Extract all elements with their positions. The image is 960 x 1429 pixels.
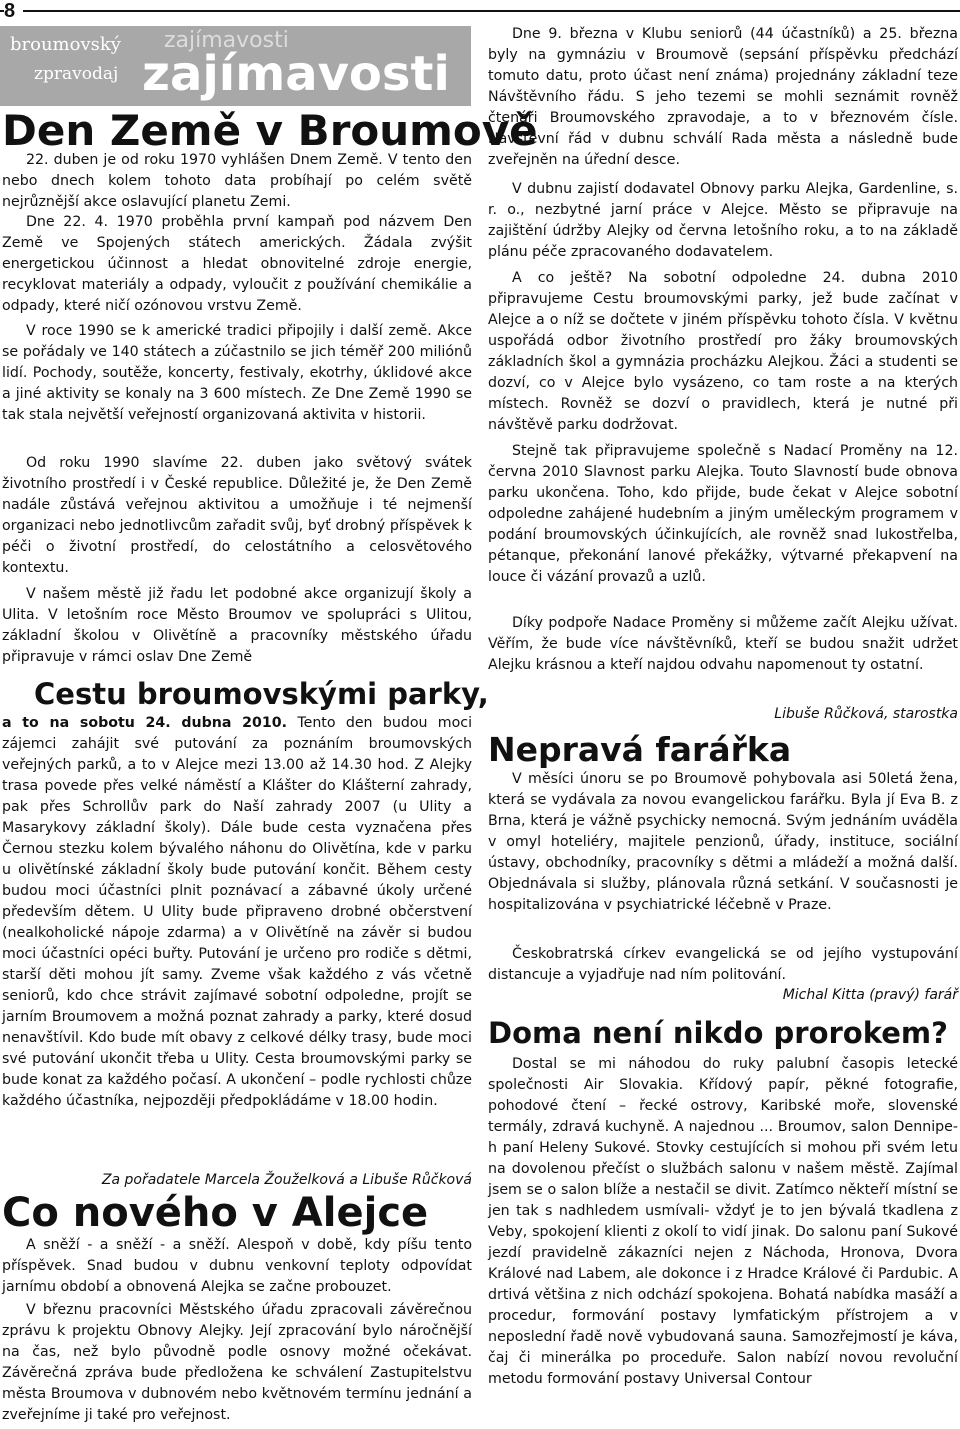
article1-p1: 22. duben je od roku 1970 vyhlášen Dnem Země. V tento den nebo dnech kolem tohoto data probíhají po celém světě nejrůznější akce oslavující planetu Zemi. (2, 152, 472, 210)
article1-p6 (2, 713, 472, 1112)
section-banner (0, 26, 471, 106)
article-title-co-noveho: Co nového v Alejce (2, 1190, 429, 1236)
article2-p3: Dne 9. března v Klubu seniorů (44 účastníků) a 25. března byly na gymnáziu v Broumově (sepsání příspěvku předchází tomuto datu, proto účast není známa) projednány základní teze Návštěvního řádu. S jeho tezemi se mohli seznámit rovněž čtenáři Broumovského zpravodaje, a to v březnovém čísle. Návštěvní řád v dubnu schválí Rada města a následně bude zveřejněn na úřední desce. (488, 26, 958, 168)
article1-p6-date: a to na sobotu 24. dubna 2010. (2, 715, 288, 731)
article-title-neprava-fararka: Nepravá farářka (488, 730, 792, 769)
article2-p7: Díky podpoře Nadace Proměny si můžeme začít Alejku užívat. Věřím, že bude více návštěvníků, kteří se budou snažit udržet Alejku krásnou a kteří najdou odvahu napomenout ty ostatní. (488, 615, 958, 673)
brand-line2: zpravodaj (34, 64, 119, 84)
article2-p5: A co ještě? Na sobotní odpoledne 24. dubna 2010 připravujeme Cestu broumovskými parky, jež bude začínat v Alejce a o níž se dočtete v jiném příspěvku tohoto čísla. V květnu uspořádá odbor životního prostředí pro žáky broumovských základních škol a gymnázia procházku Alejkou. Žáci a studenti se dozví, co v Alejce bylo vysázeno, co tam roste a na kterých místech. Rovněž se dozví o pravidlech, která je nutné při návštěvě parku dodržovat. (488, 270, 958, 433)
article2-p1: A sněží - a sněží - a sněží. Alespoň v době, kdy píšu tento příspěvek. Snad budou v dubnu venkovní teploty odpovídat jarnímu období a obnovená Alejka se začne probouzet. (2, 1237, 472, 1295)
article-title-den-zeme: Den Země v Broumově (2, 106, 538, 155)
article2-p2: V březnu pracovníci Městského úřadu zpracovali závěrečnou zprávu k projektu Obnovy Alejky. Její zpracování bylo náročnější na čas, než bylo původně podle osnovy možné očekávat. Závěrečná zpráva bude předložena ke schválení Zastupitelstvu města Broumova v dubnovém nebo květnovém termínu jednání a zveřejníme ji také pro veřejnost. (2, 1302, 472, 1423)
brand-line1: broumovský (10, 34, 121, 55)
article1-p5: V našem městě již řadu let podobné akce organizují školy a Ulita. V letošním roce Město Broumov ve spolupráci s Ulitou, základní školou v Olivětíně a pracovníky městského úřadu připravuje v rámci oslav Dne Země (2, 586, 472, 665)
article1-p3: V roce 1990 se k americké tradici připojily i další země. Akce se pořádaly ve 140 státech a zúčastnilo se jich téměř 200 miliónů lidí. Pochody, soutěže, koncerty, festivaly, ekotrhy, úklidové akce a jiné aktivity se konaly na 3 600 místech. Ze Dne Země 1990 se tak stala největší veřejností organizovaná aktivita v historii. (2, 323, 472, 423)
article2-p4: V dubnu zajistí dodavatel Obnovy parku Alejka, Gardenline, s. r. o., nezbytné jarní práce v Alejce. Město se připravuje na zajištění údržby Alejky od června letošního roku, a to na základě plánu péče zpracovaného dodavatelem. (488, 181, 958, 260)
article1-signature: Za pořadatele Marcela Žouželková a Libuše Růčková (101, 1172, 472, 1188)
page-number: 8 (4, 0, 23, 22)
article-title-doma-neni: Doma není nikdo prorokem? (488, 1016, 948, 1050)
article4-p1: Dostal se mi náhodou do ruky palubní časopis letecké společnosti Air Slovakia. Křídový papír, pěkné fotografie, pohodové čtení – řecké ostrovy, Karibské moře, slovenské termály, zdravá kuchyně. A najednou ... Broumov, salon Dennipe-h paní Heleny Sukové. Stovky cestujících si mohou při svém letu na dovolenou přečíst o službách salonu v našem městě. Zajímal jsem se o salon blíže a nestačil se divit. Zatímco někteří místní se jen tak s nadhledem usmívali- vždyť je to jen bývalá tkadlena z Veby, spokojení klienti z okolí to vidí jinak. Do salonu paní Sukové jezdí pravidelně zákazníci nejen z Náchoda, Hronova, Dvora Králové nad Labem, ale dokonce i z Hradce Králové či Pardubic. A drtivá většina z nich odchází spokojena. Bohatá nabídka masáží a procedur, formování postavy lymfatickým přístrojem a v neposlední řadě nově vybudovaná sauna. Samozřejmostí je káva, čaj či minerálka po proceduře. Salon nabízí novou revoluční metodu formování postavy Universal Contour (488, 1056, 958, 1387)
article2-signature: Libuše Růčková, starostka (774, 706, 958, 722)
article1-p6-text: Tento den budou moci zájemci zahájit své putování za poznáním broumovských veřejných parků, a to v Alejce mezi 13.00 až 14.30 hod. Z Alejky trasa povede přes velké náměstí a Klášter do Klášterní zahrady, pak přes Schrollův park do Naší zahrady 2007 (u Ulity a Masarykovy základní školy). Dále bude cesta vyznačena přes Černou stezku kolem bývalého náhonu do Olivětína, kde v parku u olivětínské základní školy bude putování končit. Během cesty budou moci účastníci plnit poznávací a zábavné úkoly určené především dětem. U Ulity bude připraveno drobné občerstvení (nealkoholické nápoje zdarma) a v Olivětíně na závěr si budou moci účastníci opéci buřty. Putování je určeno pro rodiče s dětmi, starší děti mohou jít samy. Zveme však každého z vás včetně seniorů, kdo chce strávit zajímavé sobotní odpoledne, projít se jarním Broumovem a možná poznat zahrady a parky, které dosud nenavštívil. Kdo bude mít obavy z celkové délky trasy, bude moci své putování ukončit třeba u Ulity. Cesta broumovskými parky se bude konat za každého počasí. A ukončení – podle rychlosti chůze každého účastníka, nejpozději předpokládáme v 18.00 hodin. (2, 715, 473, 1109)
article1-subtitle: Cestu broumovskými parky, (34, 677, 489, 711)
article1-p4: Od roku 1990 slavíme 22. duben jako světový svátek životního prostředí i v České republice. Důležité je, že Den Země nadále zůstává veřejnou aktivitou a umožňuje i té nejmenší organizaci nebo jednotlivcům zařadit svůj, byť drobný příspěvek k péči o životní prostředí, do celostátního a celosvětového kontextu. (2, 455, 472, 576)
article3-p2: Českobratrská církev evangelická se od jejího vystupování distancuje a vyjadřuje nad ním politování. (488, 946, 958, 983)
section-label-big: zajímavosti (142, 46, 450, 102)
article2-p6: Stejně tak připravujeme společně s Nadací Proměny na 12. června 2010 Slavnost parku Alejka. Touto Slavností bude obnova parku ukončena. Toho, kdo přijde, bude čekat v Alejce sobotní odpoledne zahájené hudebním a jiným uměleckým programem v podání broumovských účinkujících, ale rovněž snad lukostřelba, pétanque, překonání lanové překážky, výtvarné překapvení na louce či vázání provazů a uzlů. (488, 443, 958, 585)
section-label-small: zajímavosti (164, 28, 289, 53)
article1-p2: Dne 22. 4. 1970 proběhla první kampaň pod názvem Den Země ve Spojených státech amerických. Žádala zvýšit energetickou účinnost a hledat obnovitelné zdroje energie, recyklovat materiály a odpady, vyloučit z používání chemikálie a odpady, které ničí ozónovou vrstvu Země. (2, 214, 472, 314)
article3-p1: V měsíci únoru se po Broumově pohybovala asi 50letá žena, která se vydávala za novou evangelickou farářku. Byla jí Eva B. z Brna, která je vážně psychicky nemocná. Svým jednáním uváděla v omyl hoteliéry, majitele penzionů, úřady, instituce, sociální ústavy, obchodníky, pracovníky s dětmi a mládeží a možná další. Objednávala si služby, plánovala různá setkání. V současnosti je hospitalizována v psychiatrické léčebně v Praze. (488, 771, 958, 913)
article3-signature: Michal Kitta (pravý) farář (782, 987, 958, 1003)
header-rule (0, 10, 960, 12)
